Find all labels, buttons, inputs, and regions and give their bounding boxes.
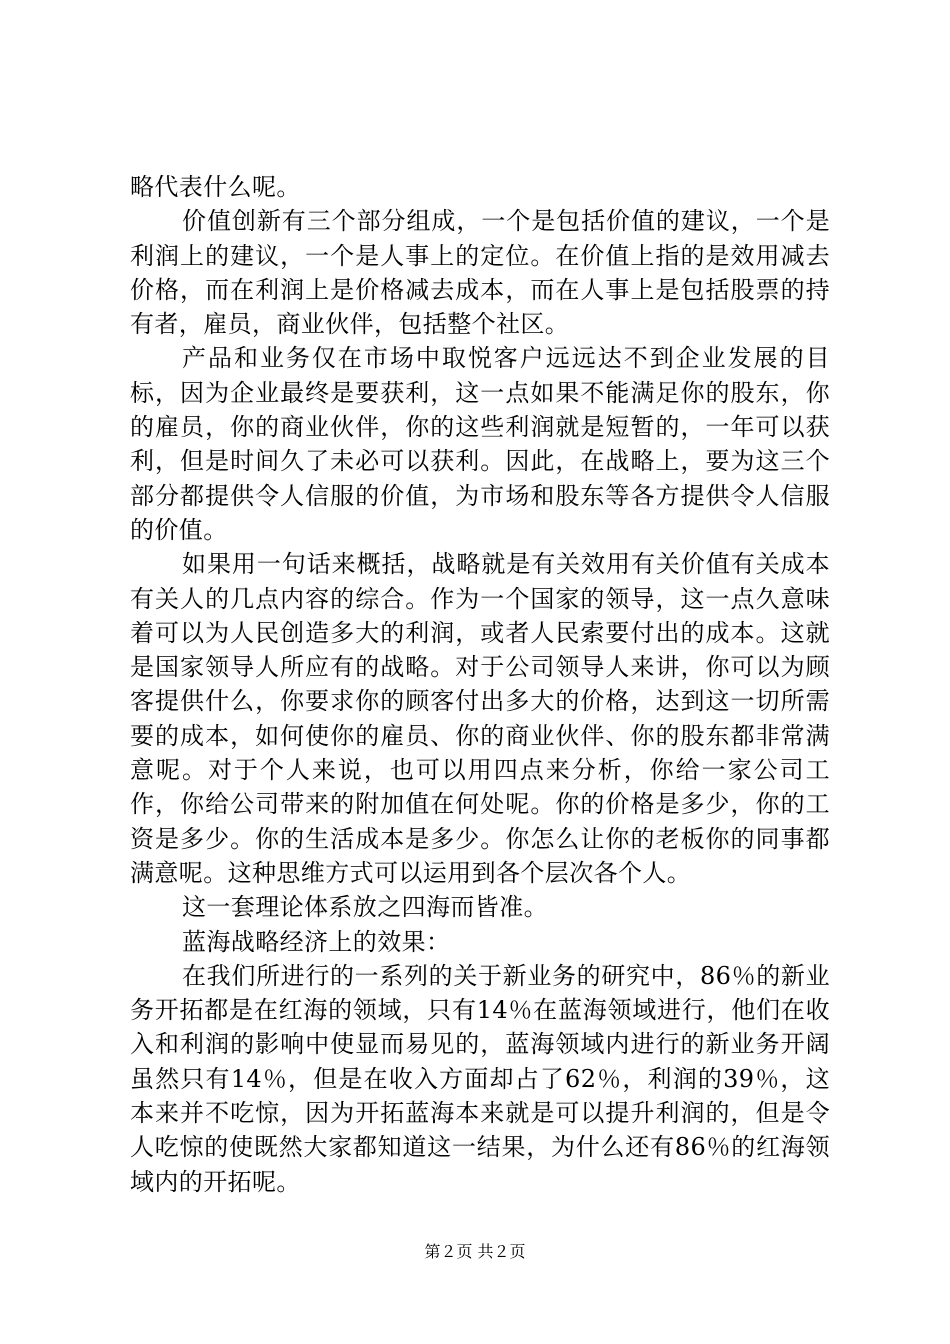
paragraph-heading-effect: 蓝海战略经济上的效果： <box>182 927 451 956</box>
paragraph-research: 在我们所进行的一系列的关于新业务的研究中，86％的新业务开拓都是在红海的领域，只有14％在蓝海领域进行，他们在收入和利润的影响中使显而易见的，蓝海领域内进行的新业务开阔虽然只有14％，但是在收入方面却占了62％，利润的39％，这本来并不吃惊，因为开拓蓝海本来就是可以提升利润的，但是令人吃惊的使既然大家都知道这一结果，为什么还有86％的红海领域内的开拓呢。 <box>130 961 830 1196</box>
paragraph-theory: 这一套理论体系放之四海而皆准。 <box>182 893 548 922</box>
paragraph-continuation: 略代表什么呢。 <box>130 173 301 201</box>
body-text <box>130 170 830 1199</box>
paragraph-strategy-summary: 如果用一句话来概括，战略就是有关效用有关价值有关成本有关人的几点内容的综合。作为一个国家的领导，这一点久意味着可以为人民创造多大的利润，或者人民索要付出的成本。这就是国家领导人所应有的战略。对于公司领导人来讲，你可以为顾客提供什么，你要求你的顾客付出多大的价格，达到这一切所需要的成本，如何使你的雇员、你的商业伙伴、你的股东都非常满意呢。对于个人来说，也可以用四点来分析，你给一家公司工作，你给公司带来的附加值在何处呢。你的价格是多少，你的工资是多少。你的生活成本是多少。你怎么让你的老板你的同事都满意呢。这种思维方式可以运用到各个层次各个人。 <box>130 550 830 887</box>
paragraph-value-innovation: 价值创新有三个部分组成，一个是包括价值的建议，一个是利润上的建议，一个是人事上的定位。在价值上指的是效用减去价格，而在利润上是价格减去成本，而在人事上是包括股票的持有者，雇员，商业伙伴，包括整个社区。 <box>130 207 830 339</box>
paragraph-products-business: 产品和业务仅在市场中取悦客户远远达不到企业发展的目标，因为企业最终是要获利，这一点如果不能满足你的股东，你的雇员，你的商业伙伴，你的这些利润就是短暂的，一年可以获利，但是时间久了未必可以获利。因此，在战略上，要为这三个部分都提供令人信服的价值，为市场和股东等各方提供令人信服的价值。 <box>130 344 830 544</box>
page-footer: 第２页 共２页 <box>424 1242 526 1261</box>
